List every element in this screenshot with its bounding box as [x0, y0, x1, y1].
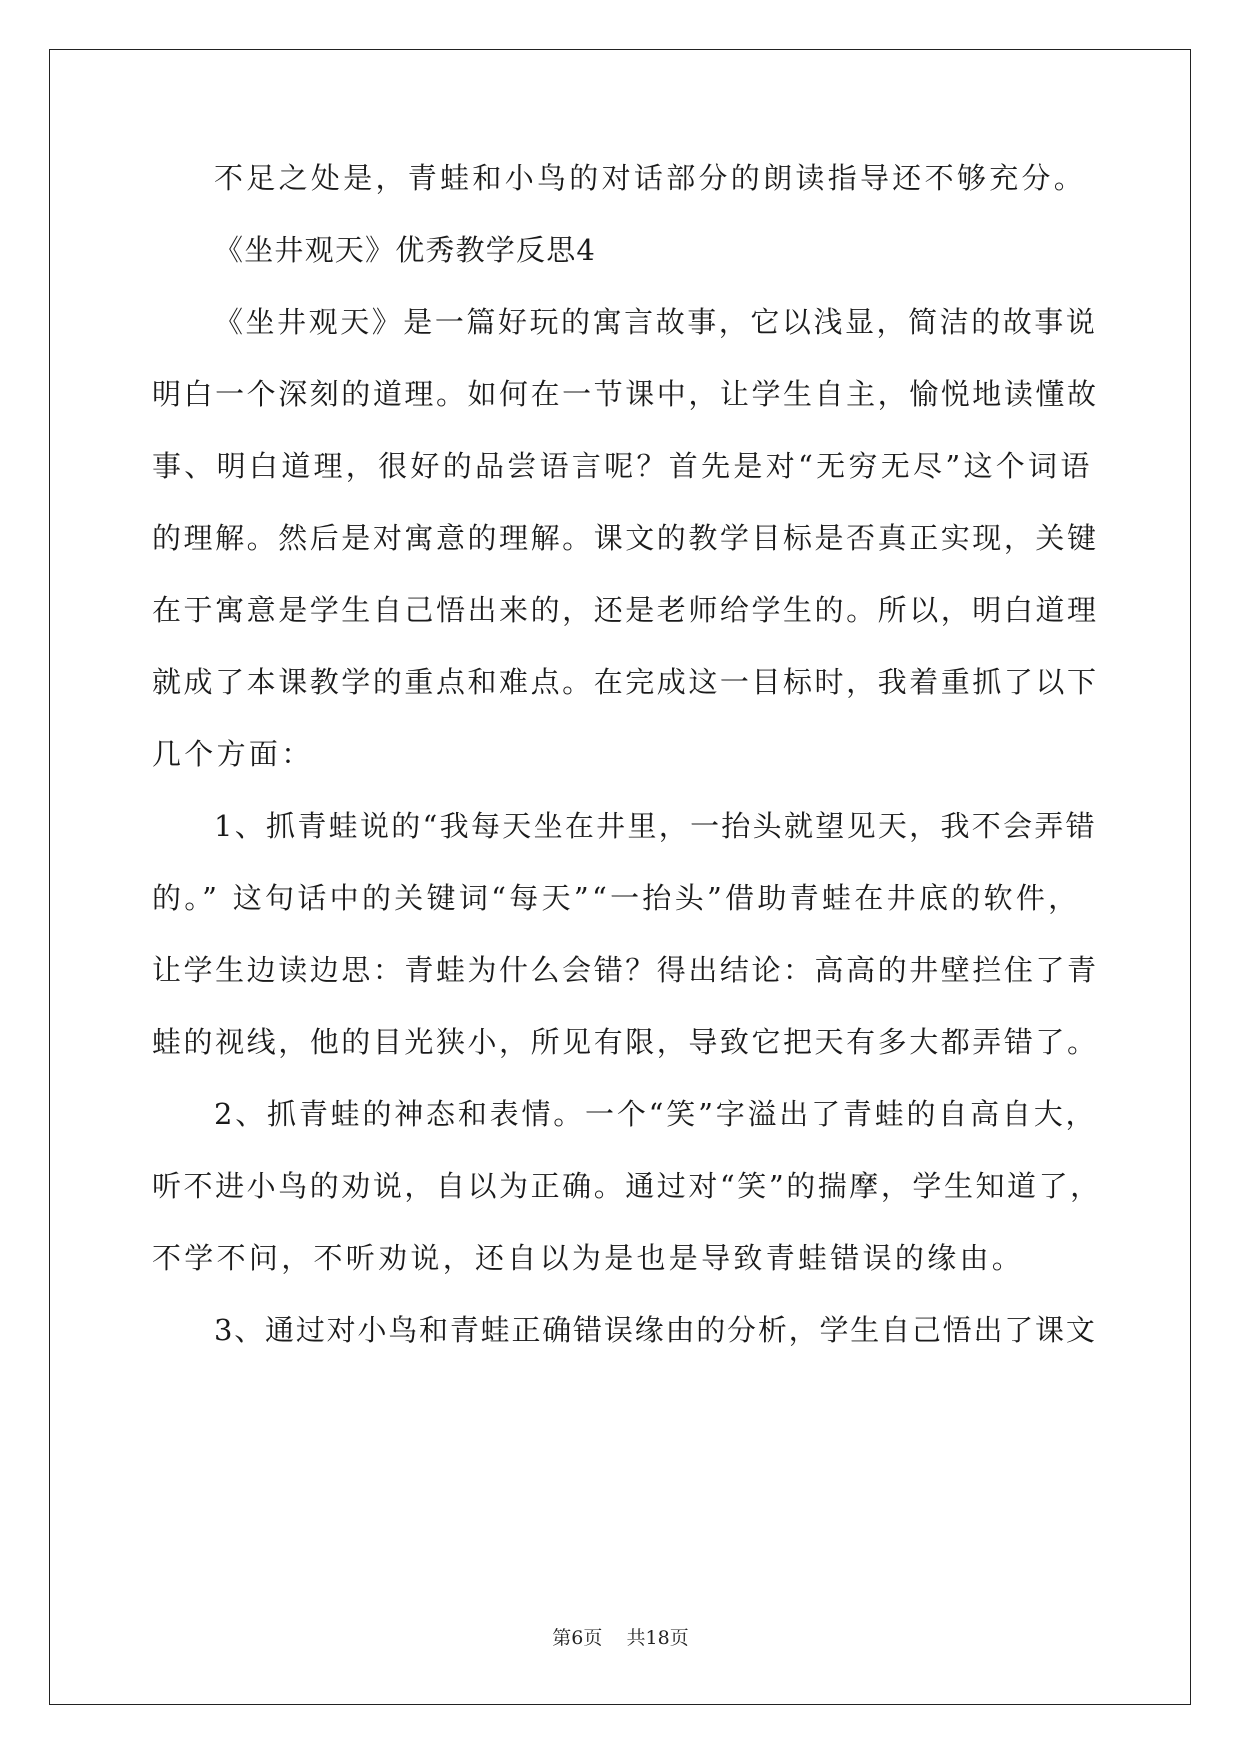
- paragraph-line: 2、抓青蛙的神态和表情。一个“笑”字溢出了青蛙的自高自大，: [214, 1097, 1098, 1131]
- paragraph-line: 的理解。然后是对寓意的理解。课文的教学目标是否真正实现，关键: [152, 521, 1099, 555]
- page-number-footer: 第6页 共18页: [552, 1627, 689, 1649]
- paragraph-line: 就成了本课教学的重点和难点。在完成这一目标时，我着重抓了以下: [152, 665, 1099, 699]
- paragraph-line: 几个方面：: [152, 737, 314, 771]
- paragraph-line: 1、抓青蛙说的“我每天坐在井里，一抬头就望见天，我不会弄错: [214, 809, 1097, 843]
- paragraph-line: 事、明白道理，很好的品尝语言呢？首先是对“无穷无尽”这个词语: [152, 449, 1093, 483]
- paragraph-line: 让学生边读边思：青蛙为什么会错？得出结论：高高的井壁拦住了青: [152, 953, 1099, 987]
- paragraph-line: 听不进小鸟的劝说，自以为正确。通过对“笑”的揣摩，学生知道了，: [152, 1169, 1102, 1203]
- paragraph-line: 在于寓意是学生自己悟出来的，还是老师给学生的。所以，明白道理: [152, 593, 1099, 627]
- paragraph-line: 不学不问，不听劝说，还自以为是也是导致青蛙错误的缘由。: [152, 1241, 1025, 1275]
- paragraph-line: 不足之处是，青蛙和小鸟的对话部分的朗读指导还不够充分。: [214, 161, 1087, 195]
- section-title: 《坐井观天》优秀教学反思4: [214, 233, 597, 267]
- paragraph-line: 明白一个深刻的道理。如何在一节课中，让学生自主，愉悦地读懂故: [152, 377, 1099, 411]
- paragraph-line: 的。” 这句话中的关键词“每天”“一抬头”借助青蛙在井底的软件，: [152, 881, 1081, 915]
- paragraph-line: 3、通过对小鸟和青蛙正确错误缘由的分析，学生自己悟出了课文: [214, 1313, 1097, 1347]
- paragraph-line: 《坐井观天》是一篇好玩的寓言故事，它以浅显，简洁的故事说: [214, 305, 1098, 339]
- page-border: [49, 49, 1191, 1705]
- paragraph-line: 蛙的视线，他的目光狭小，所见有限，导致它把天有多大都弄错了。: [152, 1025, 1099, 1059]
